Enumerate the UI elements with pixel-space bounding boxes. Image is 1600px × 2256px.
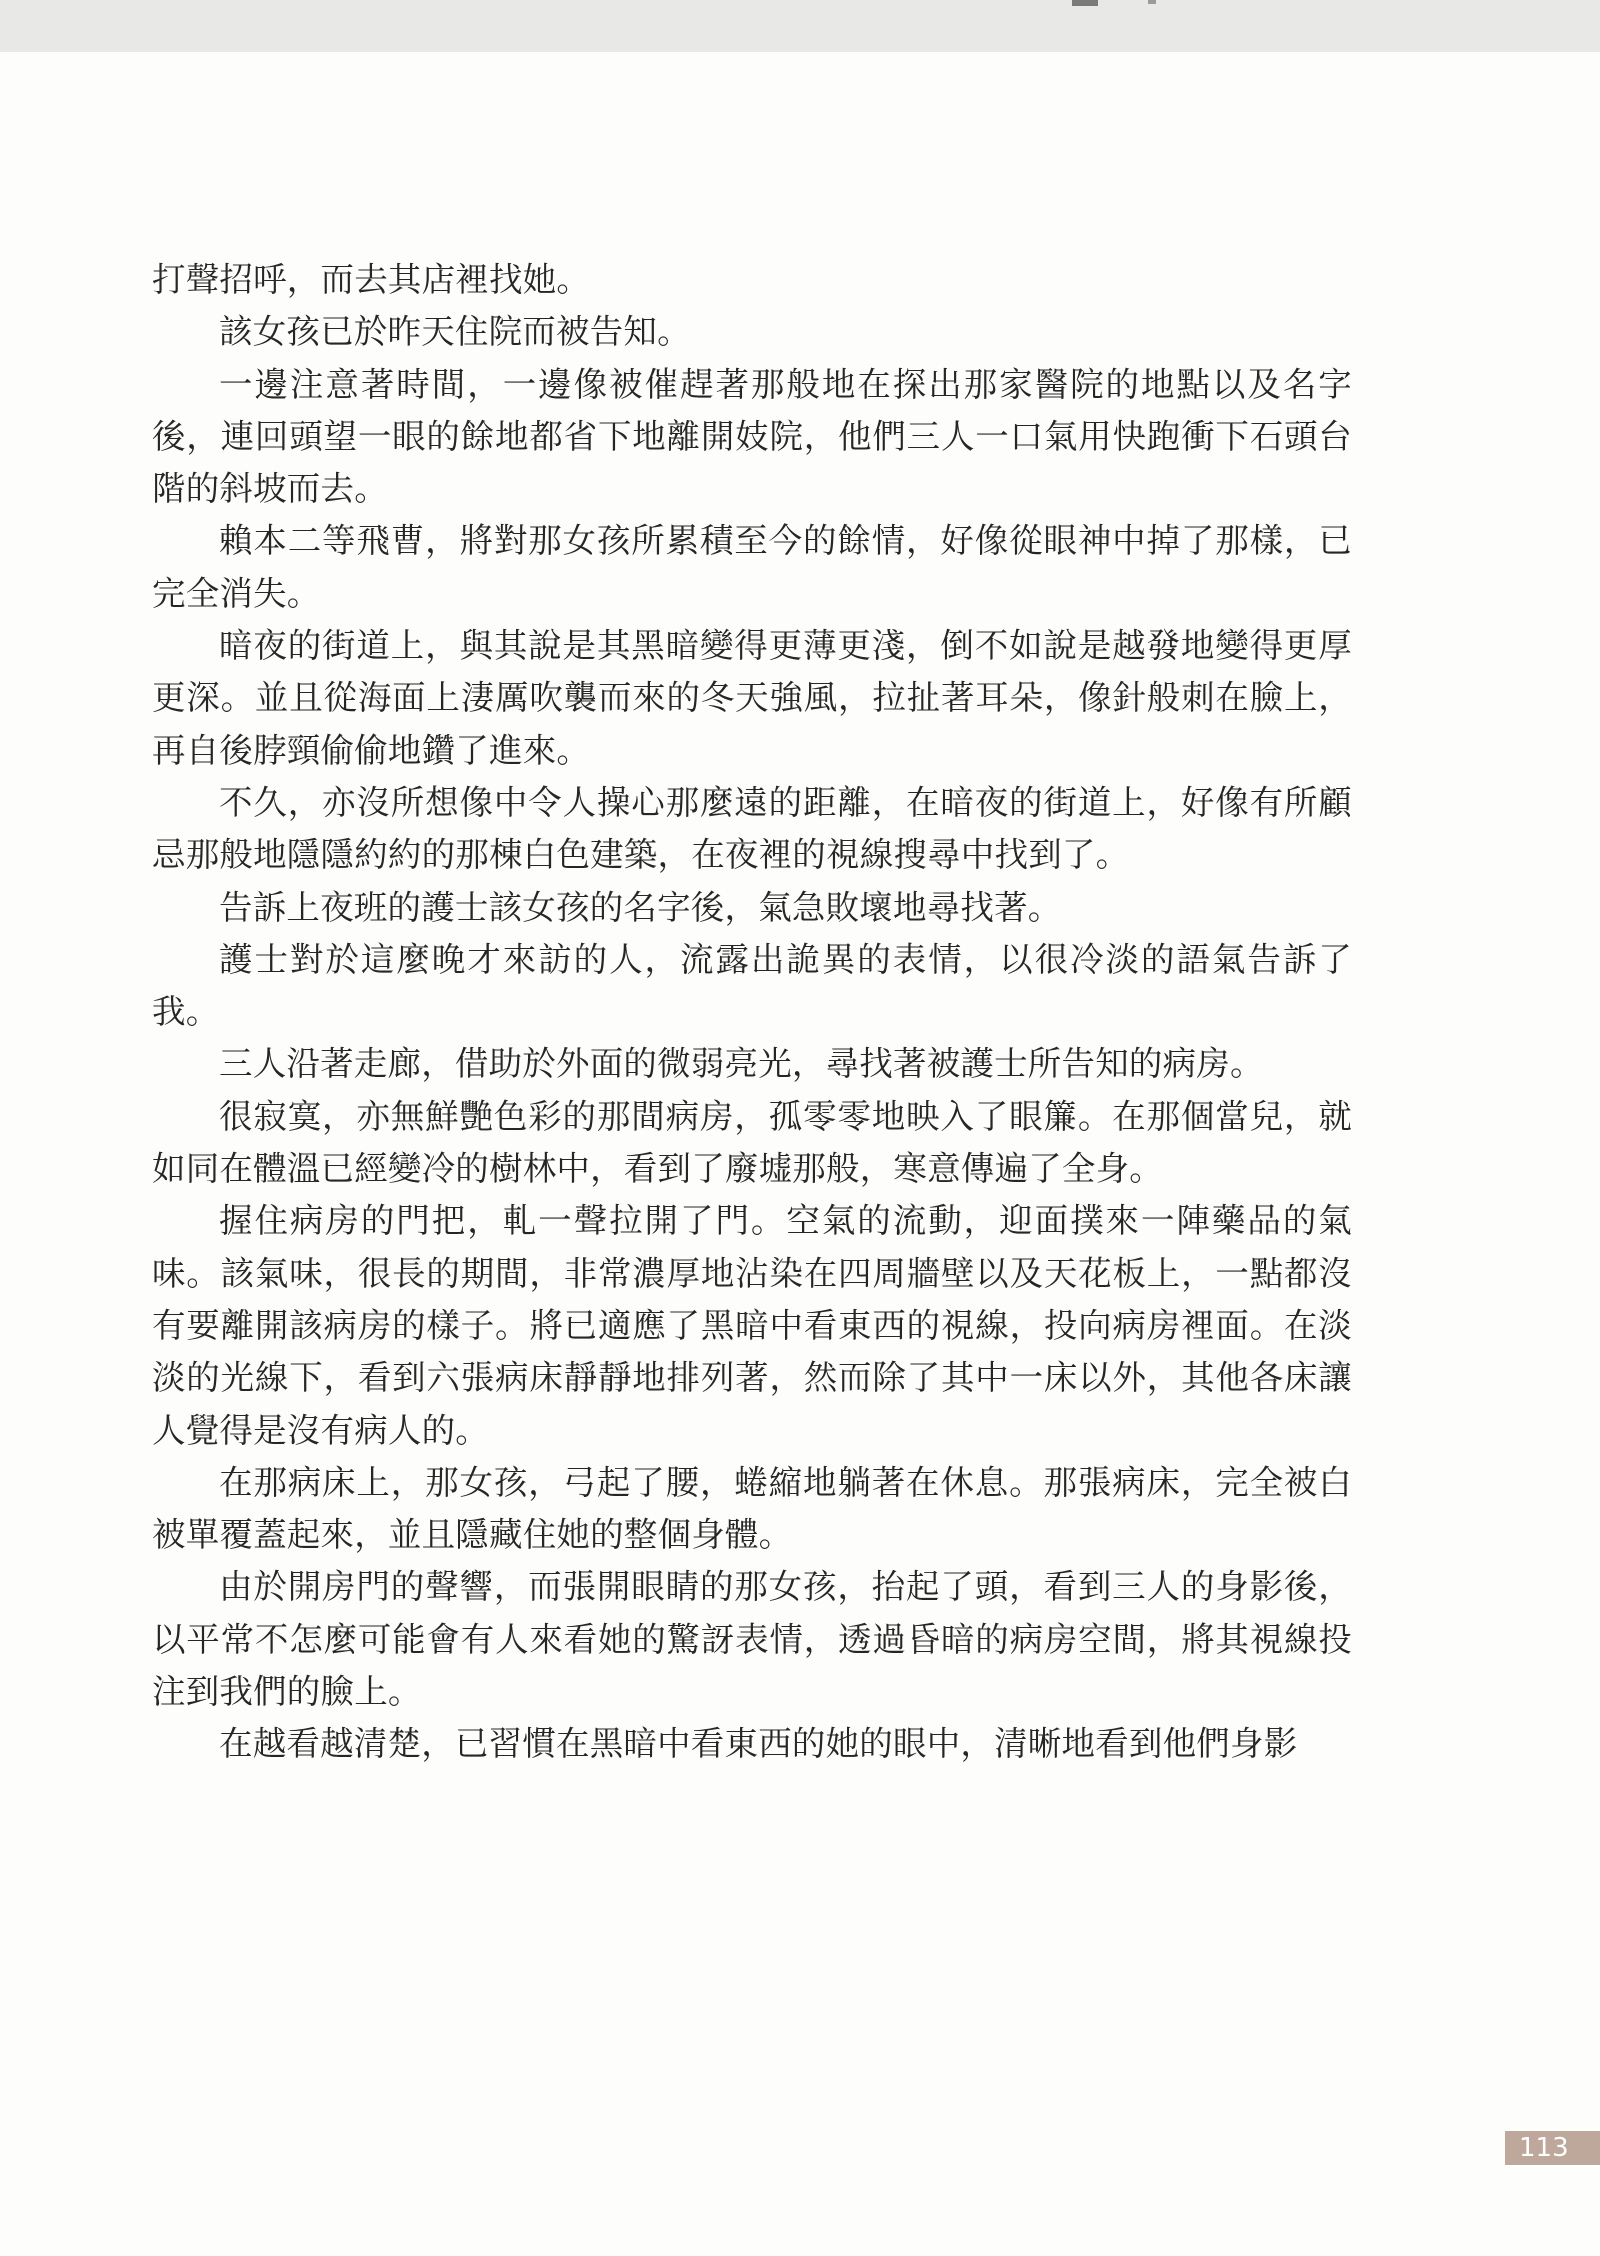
scan-mark [1072,0,1098,6]
paragraph: 暗夜的街道上，與其說是其黑暗變得更薄更淺，倒不如說是越發地變得更厚更深。並且從海面上淒厲吹襲而來的冬天強風，拉扯著耳朵，像針般刺在臉上，再自後脖頸偷偷地鑽了進來。 [152,626,1352,770]
paragraph: 不久，亦沒所想像中令人操心那麼遠的距離，在暗夜的街道上，好像有所顧忌那般地隱隱約約的那棟白色建築，在夜裡的視線搜尋中找到了。 [152,782,1352,875]
paragraph: 賴本二等飛曹，將對那女孩所累積至今的餘情，好像從眼神中掉了那樣，已完全消失。 [152,521,1352,613]
body-text [152,254,1352,1771]
scan-mark-small [1148,0,1156,4]
paragraph: 打聲招呼，而去其店裡找她。 [152,260,591,299]
paragraph: 護士對於這麼晚才來訪的人，流露出詭異的表情，以很冷淡的語氣告訴了我。 [152,939,1352,1032]
paragraph: 很寂寞，亦無鮮艷色彩的那間病房，孤零零地映入了眼簾。在那個當兒，就如同在體溫已經變冷的樹林中，看到了廢墟那般，寒意傳遍了全身。 [152,1096,1352,1189]
paragraph: 告訴上夜班的護士該女孩的名字後，氣急敗壞地尋找著。 [219,887,1062,927]
paragraph: 一邊注意著時間，一邊像被催趕著那般地在探出那家醫院的地點以及名字後，連回頭望一眼的餘地都省下地離開妓院，他們三人一口氣用快跑衝下石頭台階的斜坡而去。 [152,364,1352,509]
paragraph: 握住病房的門把，軋一聲拉開了門。空氣的流動，迎面撲來一陣藥品的氣味。該氣味，很長的期間，非常濃厚地沾染在四周牆壁以及天花板上，一點都沒有要離開該病房的樣子。將已適應了黑暗中看東西的視線，投向病房裡面。在淡淡的光線下，看到六張病床靜靜地排列著，然而除了其中一床以外，其他各床讓人覺得是沒有病人的。 [152,1201,1352,1450]
paragraph: 該女孩已於昨天住院而被告知。 [219,312,691,352]
scan-top-edge [0,0,1600,52]
paragraph: 由於開房門的聲響，而張開眼睛的那女孩，抬起了頭，看到三人的身影後，以平常不怎麼可能會有人來看她的驚訝表情，透過昏暗的病房空間，將其視線投注到我們的臉上。 [152,1567,1352,1712]
paragraph: 三人沿著走廊，借助於外面的微弱亮光，尋找著被護士所告知的病房。 [219,1044,1264,1084]
page-number: 113 [1505,2131,1600,2165]
paragraph: 在那病床上，那女孩，弓起了腰，蜷縮地躺著在休息。那張病床，完全被白被單覆蓋起來，並且隱藏住她的整個身體。 [152,1462,1352,1555]
paragraph: 在越看越清楚，已習慣在黑暗中看東西的她的眼中，清晰地看到他們身影 [219,1724,1298,1764]
